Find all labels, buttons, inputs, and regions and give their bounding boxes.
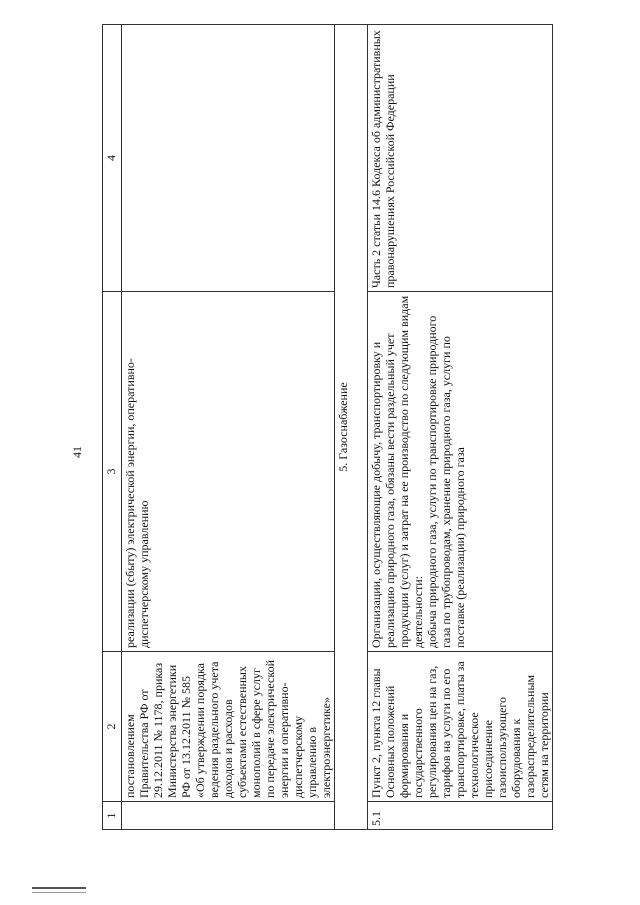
footer-line [32, 892, 86, 893]
liability-cell [122, 25, 335, 292]
row-number: 5.1 [368, 802, 553, 830]
requirement-intro: Организации, осуществляющие добычу, транспортировку и реализацию природного газа, обязаны вести раздельный учет продукции (услуг) и затрат на ее производство по следующим видам деятельности: [369, 295, 425, 648]
legal-basis-cell: постановлением Правительства РФ от 29.12.2011 № 1178, приказ Министерства энергетики РФ от 13.12.2011 № 585 «Об утверждении порядка ведения раздельного учета доходов и расходов субъектами естественных монополий в сфере услуг по передаче электрической энергии и оперативно-диспетчерскому управлению в электроэнергетике» [122, 652, 335, 802]
requirement-list: добыча природного газа, услуги по транспортировке природного газа по трубопроводам, хранение природного газа, услуги по поставке (реализации) природного газа [425, 315, 467, 648]
table-row [368, 25, 553, 830]
rotated-table-container [102, 25, 551, 830]
requirement-cell: реализации (сбыту) электрической энергии, оперативно-диспетчерскому управлению [122, 292, 335, 652]
header-row [103, 25, 122, 830]
column-header-2: 2 [103, 652, 122, 802]
page-number: 41 [70, 446, 84, 458]
column-header-4: 4 [103, 25, 122, 292]
footer-line [32, 887, 86, 889]
table-row [122, 25, 335, 830]
section-title: 5. Газоснабжение [335, 25, 368, 830]
column-header-1: 1 [103, 802, 122, 830]
legal-basis-cell: Пункт 2, пункта 12 главы Основных положений формирования и государственного регулирования цен на газ, тарифов на услуги по его транспортировке, платы за технологическое присоединение газоиспользующего оборудования к газораспределительным сетям на территории [368, 652, 553, 802]
liability-cell: Часть 2 статьи 14.6 Кодекса об административных правонарушениях Российской Федерации [368, 25, 553, 292]
requirement-cell [368, 292, 553, 652]
column-header-3: 3 [103, 292, 122, 652]
regulation-table [102, 24, 553, 830]
section-header-row [335, 25, 368, 830]
row-number [122, 802, 335, 830]
